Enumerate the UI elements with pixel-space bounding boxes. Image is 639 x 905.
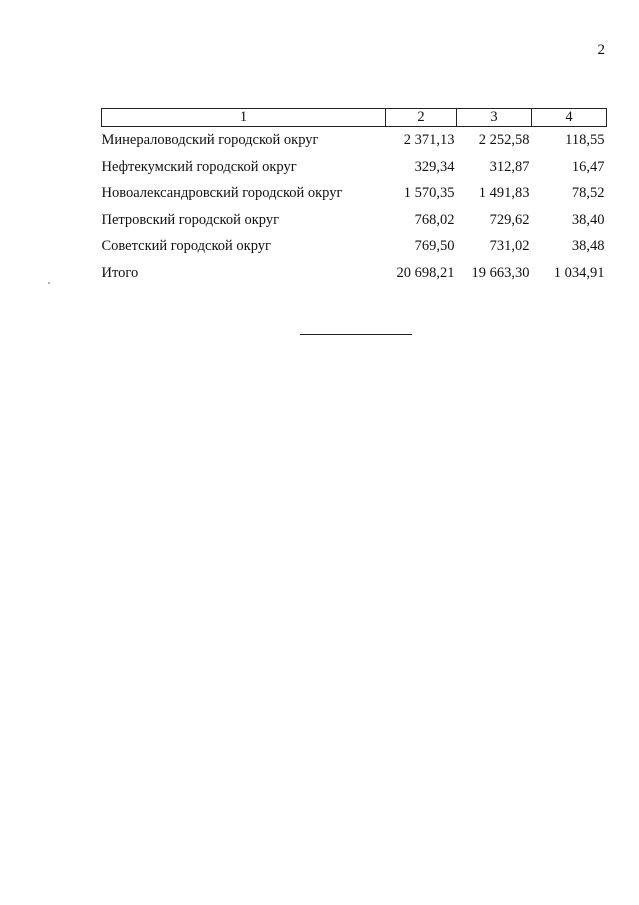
data-table-container [101, 108, 606, 286]
column-header-3: 3 [457, 109, 532, 127]
column-header-4: 4 [532, 109, 607, 127]
table-header-row [102, 109, 607, 127]
column-header-2: 2 [386, 109, 457, 127]
total-value-col3: 19 663,30 [471, 264, 530, 281]
total-label: Итого [101, 264, 139, 281]
row-value-col2: 1 570,35 [403, 185, 455, 201]
row-value-col4: 38,48 [571, 238, 605, 254]
row-value-col3: 731,02 [489, 238, 530, 254]
row-name: Минераловодский городской округ [101, 132, 319, 148]
row-value-col4: 118,55 [565, 132, 605, 148]
row-value-col2: 2 371,13 [403, 132, 455, 148]
row-value-col2: 768,02 [414, 211, 455, 228]
row-name: Петровский городской округ [101, 211, 280, 228]
row-value-col3: 312,87 [489, 158, 530, 175]
row-value-col2: 769,50 [414, 238, 455, 254]
scan-speck [48, 282, 50, 284]
row-value-col3: 1 491,83 [478, 185, 530, 201]
table-row [102, 127, 607, 154]
column-header-1: 1 [102, 109, 386, 127]
data-table [101, 108, 607, 286]
row-value-col3: 2 252,58 [478, 132, 530, 148]
table-row [102, 207, 607, 234]
row-name: Новоалександровский городской округ [101, 185, 343, 201]
total-value-col4: 1 034,91 [553, 264, 605, 281]
page-number: 2 [597, 42, 605, 58]
row-value-col4: 78,52 [571, 185, 605, 201]
row-value-col4: 38,40 [571, 211, 605, 228]
end-of-document-rule [300, 334, 412, 335]
table-row [102, 180, 607, 207]
table-row [102, 233, 607, 260]
row-name: Нефтекумский городской округ [101, 158, 297, 175]
total-value-col2: 20 698,21 [396, 264, 455, 281]
row-name: Советский городской округ [101, 238, 271, 254]
row-value-col2: 329,34 [414, 158, 455, 175]
table-row [102, 154, 607, 181]
row-value-col4: 16,47 [571, 158, 605, 175]
row-value-col3: 729,62 [489, 211, 530, 228]
table-total-row [102, 260, 607, 287]
